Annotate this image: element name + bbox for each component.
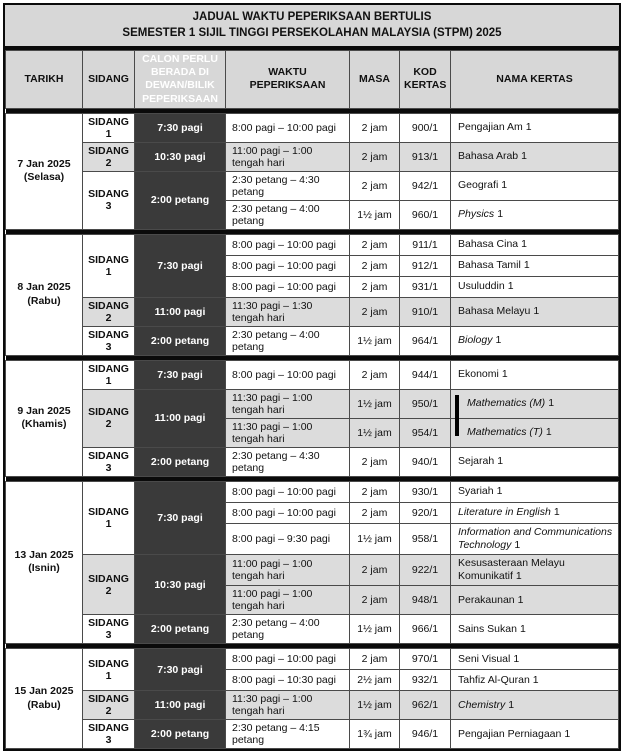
paper-name: Chemistry [458, 698, 506, 711]
exam-time-cell: 2:30 petang – 4:00 petang [226, 615, 350, 644]
paper-name-cell [451, 200, 619, 229]
paper-name: Physics [458, 208, 495, 221]
paper-number: 1 [533, 305, 540, 318]
duration-cell: 1½ jam [350, 326, 400, 355]
paper-name: Kesusasteraan Melayu Komunikatif [458, 556, 565, 583]
paper-name: Mathematics (M) [467, 397, 546, 410]
duration-cell: 2 jam [350, 297, 400, 326]
header-row [6, 51, 619, 109]
exam-time-cell: 8:00 pagi – 10:00 pagi [226, 360, 350, 389]
paper-number: 1 [497, 455, 504, 468]
session-cell: SIDANG 2 [83, 142, 135, 171]
session-cell: SIDANG 2 [83, 554, 135, 614]
paper-name: Bahasa Melayu [458, 305, 531, 318]
paper-name: Ekonomi [458, 368, 499, 381]
date-cell [6, 113, 83, 229]
title-line-2: SEMESTER 1 SIJIL TINGGI PERSEKOLAHAN MALAYSIA (STPM) 2025 [122, 27, 502, 40]
paper-code-cell: 940/1 [400, 447, 451, 476]
paper-name-cell [451, 523, 619, 554]
day-line: (Rabu) [27, 698, 61, 711]
exam-time-cell: 8:00 pagi – 10:00 pagi [226, 113, 350, 142]
table-row [6, 649, 619, 670]
duration-cell: 2 jam [350, 255, 400, 276]
duration-cell: 2 jam [350, 171, 400, 200]
duration-cell: 2 jam [350, 447, 400, 476]
paper-name: Biology [458, 334, 493, 347]
date-line: 8 Jan 2025 [17, 281, 71, 294]
report-time-cell: 11:00 pagi [135, 297, 226, 326]
session-cell: SIDANG 1 [83, 234, 135, 297]
paper-code-cell: 912/1 [400, 255, 451, 276]
paper-name-cell [451, 720, 619, 749]
exam-time-cell: 8:00 pagi – 10:00 pagi [226, 255, 350, 276]
paper-number: 1 [495, 334, 502, 347]
exam-time-cell: 8:00 pagi – 10:00 pagi [226, 276, 350, 297]
paper-name-cell [451, 691, 619, 720]
paper-name: Bahasa Tamil [458, 259, 521, 272]
paper-number: 1 [496, 485, 503, 498]
date-cell [6, 360, 83, 476]
paper-name: Information and Communications Technology [458, 525, 613, 551]
duration-cell: 1½ jam [350, 200, 400, 229]
column-header-tarikh: TARIKH [6, 51, 83, 109]
paper-name-cell [451, 649, 619, 670]
math-papers-bracket-bar [455, 395, 459, 436]
paper-code-cell: 960/1 [400, 200, 451, 229]
duration-cell: 2 jam [350, 586, 400, 615]
paper-name-cell [451, 586, 619, 615]
date-line: 7 Jan 2025 [17, 157, 71, 170]
paper-name: Bahasa Arab [458, 150, 519, 163]
paper-number: 1 [507, 280, 514, 293]
column-header-nama: NAMA KERTAS [451, 51, 619, 109]
table-row [6, 171, 619, 200]
report-time-cell: 10:30 pagi [135, 142, 226, 171]
paper-number: 1 [532, 673, 539, 686]
report-time-cell: 7:30 pagi [135, 649, 226, 691]
duration-cell: 2 jam [350, 113, 400, 142]
exam-timetable [5, 50, 619, 749]
paper-code-cell: 913/1 [400, 142, 451, 171]
exam-time-cell: 11:30 pagi – 1:00 tengah hari [226, 691, 350, 720]
paper-name-cell [451, 171, 619, 200]
table-row [6, 113, 619, 142]
date-cell [6, 649, 83, 749]
paper-name: Seni Visual [458, 652, 511, 665]
exam-time-cell: 11:00 pagi – 1:00 tengah hari [226, 554, 350, 585]
table-row [6, 389, 619, 418]
paper-number: 1 [545, 426, 552, 439]
exam-time-cell: 2:30 petang – 4:30 petang [226, 447, 350, 476]
paper-code-cell: 942/1 [400, 171, 451, 200]
date-line: 15 Jan 2025 [14, 685, 74, 698]
paper-name-cell [451, 276, 619, 297]
paper-code-cell: 932/1 [400, 670, 451, 691]
exam-time-cell: 8:00 pagi – 10:00 pagi [226, 481, 350, 502]
exam-time-cell: 2:30 petang – 4:00 petang [226, 326, 350, 355]
report-time-cell: 2:00 petang [135, 171, 226, 229]
duration-cell: 2 jam [350, 142, 400, 171]
date-line: 9 Jan 2025 [17, 404, 71, 417]
paper-number: 1 [501, 368, 508, 381]
paper-name: Sejarah [458, 455, 495, 468]
paper-name: Perakaunan [458, 593, 515, 606]
paper-name-cell [451, 389, 619, 418]
duration-cell: 1½ jam [350, 691, 400, 720]
paper-number: 1 [521, 238, 527, 251]
paper-number: 1 [497, 208, 504, 221]
date-line: 13 Jan 2025 [14, 548, 74, 561]
paper-code-cell: 966/1 [400, 615, 451, 644]
table-row [6, 326, 619, 355]
column-header-masa: MASA [350, 51, 400, 109]
paper-name-cell [451, 554, 619, 585]
column-header-sidang: SIDANG [83, 51, 135, 109]
paper-name: Tahfiz Al-Quran [458, 673, 530, 686]
table-row [6, 234, 619, 255]
report-time-cell: 11:00 pagi [135, 389, 226, 447]
column-header-waktu: WAKTU PEPERIKSAAN [226, 51, 350, 109]
paper-number: 1 [508, 698, 515, 711]
paper-code-cell: 962/1 [400, 691, 451, 720]
session-cell: SIDANG 3 [83, 326, 135, 355]
duration-cell: 1¾ jam [350, 720, 400, 749]
exam-time-cell: 2:30 petang – 4:15 petang [226, 720, 350, 749]
report-time-cell: 2:00 petang [135, 615, 226, 644]
paper-number: 1 [521, 150, 527, 163]
paper-name-cell [451, 297, 619, 326]
paper-code-cell: 948/1 [400, 586, 451, 615]
exam-time-cell: 11:30 pagi – 1:30 tengah hari [226, 297, 350, 326]
duration-cell: 2 jam [350, 502, 400, 523]
duration-cell: 2½ jam [350, 670, 400, 691]
paper-code-cell: 911/1 [400, 234, 451, 255]
table-row [6, 142, 619, 171]
paper-code-cell: 910/1 [400, 297, 451, 326]
session-cell: SIDANG 3 [83, 171, 135, 229]
day-line: (Khamis) [21, 418, 67, 431]
report-time-cell: 2:00 petang [135, 326, 226, 355]
paper-number: 1 [548, 397, 555, 410]
duration-cell: 1½ jam [350, 615, 400, 644]
report-time-cell: 10:30 pagi [135, 554, 226, 614]
day-line: (Isnin) [28, 562, 60, 575]
session-cell: SIDANG 1 [83, 481, 135, 554]
paper-name-cell [451, 255, 619, 276]
exam-time-cell: 2:30 petang – 4:30 petang [226, 171, 350, 200]
session-cell: SIDANG 1 [83, 649, 135, 691]
paper-code-cell: 946/1 [400, 720, 451, 749]
paper-name-cell [451, 326, 619, 355]
exam-time-cell: 8:00 pagi – 10:00 pagi [226, 649, 350, 670]
table-row [6, 720, 619, 749]
duration-cell: 2 jam [350, 234, 400, 255]
paper-number: 1 [523, 259, 530, 272]
duration-cell: 2 jam [350, 276, 400, 297]
exam-time-cell: 8:00 pagi – 10:00 pagi [226, 502, 350, 523]
table-row [6, 297, 619, 326]
exam-time-cell: 8:00 pagi – 9:30 pagi [226, 523, 350, 554]
paper-name-cell [451, 418, 619, 447]
paper-name-cell [451, 360, 619, 389]
exam-time-cell: 11:00 pagi – 1:00 tengah hari [226, 142, 350, 171]
date-cell [6, 481, 83, 644]
paper-code-cell: 958/1 [400, 523, 451, 554]
paper-name: Literature in English [458, 506, 551, 519]
table-row [6, 554, 619, 585]
duration-cell: 2 jam [350, 360, 400, 389]
paper-number: 1 [519, 622, 526, 635]
report-time-cell: 7:30 pagi [135, 234, 226, 297]
duration-cell: 2 jam [350, 649, 400, 670]
report-time-cell: 7:30 pagi [135, 360, 226, 389]
paper-number: 1 [564, 727, 571, 740]
paper-name: Usuluddin [458, 280, 505, 293]
column-header-kod: KOD KERTAS [400, 51, 451, 109]
paper-name-cell [451, 447, 619, 476]
duration-cell: 1½ jam [350, 418, 400, 447]
exam-time-cell: 11:30 pagi – 1:00 tengah hari [226, 389, 350, 418]
session-cell: SIDANG 2 [83, 297, 135, 326]
title-line-1: JADUAL WAKTU PEPERIKSAAN BERTULIS [192, 11, 432, 23]
paper-name-cell [451, 502, 619, 523]
paper-code-cell: 964/1 [400, 326, 451, 355]
session-cell: SIDANG 3 [83, 447, 135, 476]
paper-name-cell [451, 670, 619, 691]
exam-time-cell: 8:00 pagi – 10:00 pagi [226, 234, 350, 255]
paper-name: Pengajian Perniagaan [458, 727, 562, 740]
table-row [6, 481, 619, 502]
page-title [5, 5, 619, 50]
duration-cell: 1½ jam [350, 523, 400, 554]
paper-code-cell: 954/1 [400, 418, 451, 447]
report-time-cell: 2:00 petang [135, 720, 226, 749]
paper-number: 1 [525, 121, 532, 134]
paper-name: Mathematics (T) [467, 426, 543, 439]
duration-cell: 2 jam [350, 554, 400, 585]
paper-name: Geografi [458, 179, 499, 192]
session-cell: SIDANG 3 [83, 615, 135, 644]
session-cell: SIDANG 2 [83, 691, 135, 720]
session-cell: SIDANG 3 [83, 720, 135, 749]
paper-name-cell [451, 113, 619, 142]
exam-time-cell: 8:00 pagi – 10:30 pagi [226, 670, 350, 691]
report-time-cell: 7:30 pagi [135, 113, 226, 142]
paper-name-cell [451, 615, 619, 644]
paper-number: 1 [501, 179, 508, 192]
paper-code-cell: 930/1 [400, 481, 451, 502]
paper-name: Bahasa Cina [458, 238, 519, 251]
session-cell: SIDANG 1 [83, 113, 135, 142]
date-cell [6, 234, 83, 355]
table-row [6, 691, 619, 720]
paper-number: 1 [515, 570, 522, 583]
exam-time-cell: 2:30 petang – 4:00 petang [226, 200, 350, 229]
paper-code-cell: 950/1 [400, 389, 451, 418]
table-row [6, 360, 619, 389]
table-row [6, 447, 619, 476]
duration-cell: 1½ jam [350, 389, 400, 418]
report-time-cell: 2:00 petang [135, 447, 226, 476]
paper-name-cell [451, 142, 619, 171]
paper-name: Syariah [458, 485, 494, 498]
paper-code-cell: 931/1 [400, 276, 451, 297]
paper-name: Pengajian Am [458, 121, 523, 134]
exam-time-cell: 11:00 pagi – 1:00 tengah hari [226, 586, 350, 615]
paper-number: 1 [514, 538, 521, 551]
column-header-calon: CALON PERLU BERADA DI DEWAN/BILIK PEPERIKSAAN [135, 51, 226, 109]
paper-number: 1 [513, 652, 520, 665]
paper-name: Sains Sukan [458, 622, 517, 635]
paper-code-cell: 944/1 [400, 360, 451, 389]
session-cell: SIDANG 1 [83, 360, 135, 389]
paper-code-cell: 920/1 [400, 502, 451, 523]
report-time-cell: 11:00 pagi [135, 691, 226, 720]
session-cell: SIDANG 2 [83, 389, 135, 447]
exam-time-cell: 11:30 pagi – 1:00 tengah hari [226, 418, 350, 447]
table-row [6, 615, 619, 644]
day-line: (Selasa) [23, 171, 65, 184]
document-frame [3, 3, 621, 751]
paper-code-cell: 970/1 [400, 649, 451, 670]
paper-code-cell: 900/1 [400, 113, 451, 142]
day-line: (Rabu) [27, 294, 61, 307]
paper-name-cell [451, 481, 619, 502]
paper-number: 1 [517, 593, 524, 606]
paper-code-cell: 922/1 [400, 554, 451, 585]
duration-cell: 2 jam [350, 481, 400, 502]
paper-number: 1 [553, 506, 560, 519]
paper-name-cell [451, 234, 619, 255]
report-time-cell: 7:30 pagi [135, 481, 226, 554]
